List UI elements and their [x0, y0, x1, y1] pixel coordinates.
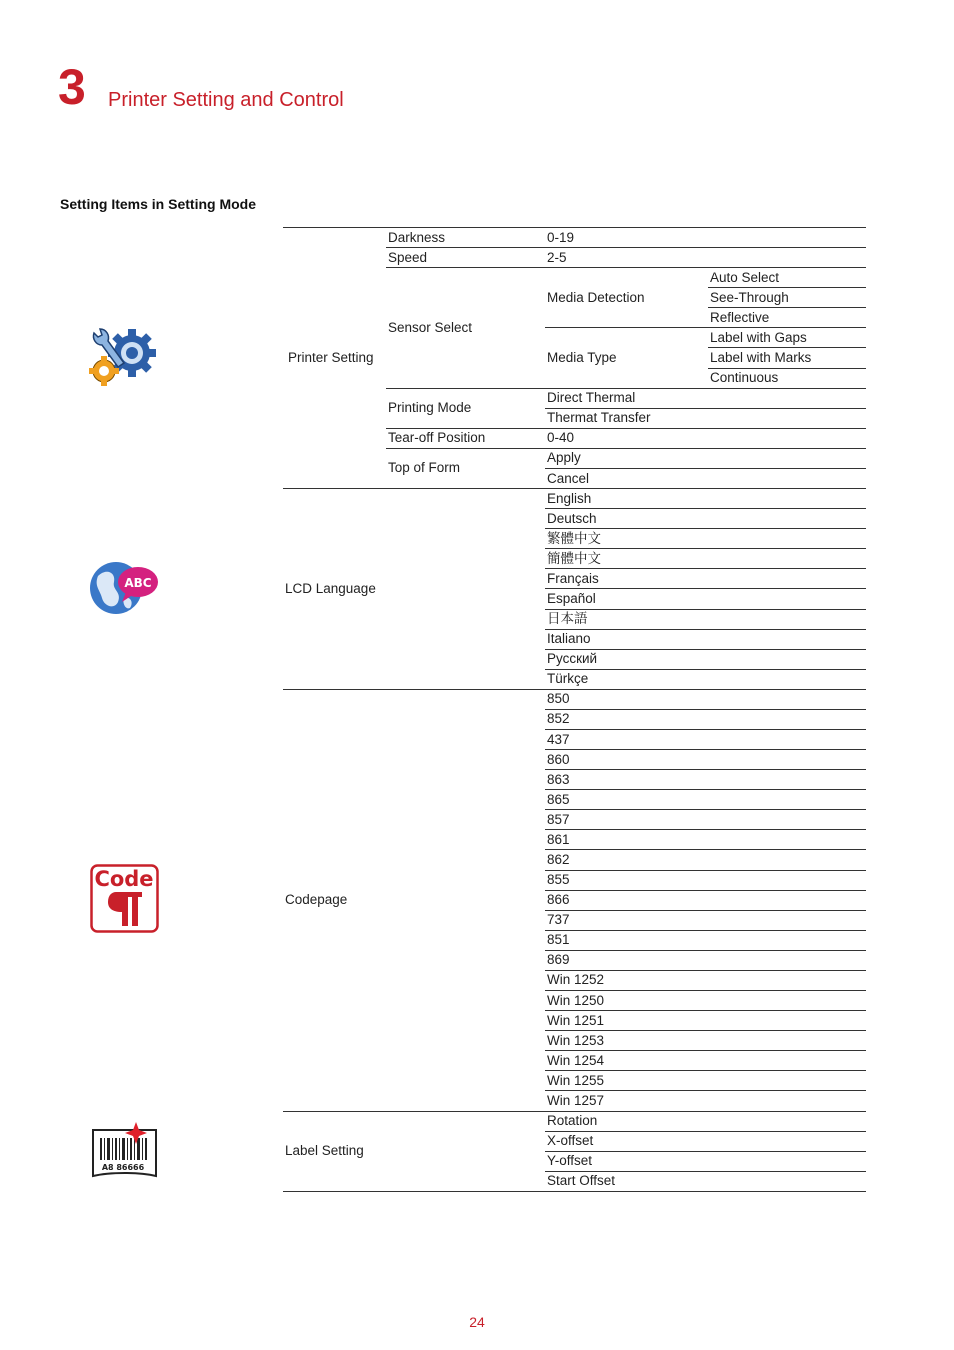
setting-value: Apply [547, 450, 581, 465]
setting-value: 869 [547, 952, 570, 967]
setting-value: See-Through [710, 290, 789, 305]
setting-value: Reflective [710, 310, 770, 325]
setting-value: 865 [547, 792, 570, 807]
table-rule [545, 609, 866, 610]
table-rule [545, 829, 866, 830]
setting-value: 2-5 [547, 250, 567, 265]
setting-value: Thermat Transfer [547, 410, 651, 425]
setting-subitem-label: Media Detection [547, 290, 645, 305]
table-rule [545, 749, 866, 750]
setting-value: Direct Thermal [547, 390, 636, 405]
setting-value: Win 1250 [547, 993, 605, 1008]
setting-value: Auto Select [710, 270, 780, 285]
table-rule [545, 669, 866, 670]
table-rule [545, 870, 866, 871]
table-rule [545, 910, 866, 911]
table-rule [545, 1151, 866, 1152]
table-rule [545, 849, 866, 850]
table-rule [545, 468, 866, 469]
setting-value: Win 1254 [547, 1053, 605, 1068]
setting-value: 860 [547, 752, 570, 767]
setting-value: Y-offset [547, 1153, 593, 1168]
setting-value: Continuous [710, 370, 779, 385]
setting-value: X-offset [547, 1133, 594, 1148]
setting-value: Español [547, 591, 596, 606]
setting-value: Français [547, 571, 599, 586]
svg-text:Code: Code [94, 867, 154, 891]
setting-value: Русский [547, 651, 598, 666]
setting-value: 0-40 [547, 430, 575, 445]
table-rule [545, 709, 866, 710]
setting-value: Win 1251 [547, 1013, 605, 1028]
code-pilcrow-icon [90, 864, 160, 934]
table-rule [283, 227, 866, 228]
table-rule [545, 930, 866, 931]
setting-value: 852 [547, 711, 570, 726]
setting-value: 437 [547, 732, 570, 747]
setting-value: Italiano [547, 631, 591, 646]
chapter-title: Printer Setting and Control [108, 89, 344, 111]
setting-item-label: Printing Mode [388, 400, 472, 415]
svg-text:A8 86666: A8 86666 [101, 1163, 145, 1172]
barcode-label-icon [90, 1120, 160, 1180]
table-rule [545, 769, 866, 770]
gears-icon [88, 325, 160, 389]
setting-item-label: Darkness [388, 230, 446, 245]
table-rule [545, 327, 866, 328]
table-rule [386, 267, 866, 268]
setting-value: 862 [547, 852, 570, 867]
setting-value: Win 1255 [547, 1073, 605, 1088]
setting-value: 737 [547, 912, 570, 927]
setting-subitem-label: Media Type [547, 350, 617, 365]
setting-item-label: Tear-off Position [388, 430, 486, 445]
setting-value: 866 [547, 892, 570, 907]
setting-value: 繁體中文 [547, 531, 601, 546]
section-title: Setting Items in Setting Mode [60, 196, 257, 212]
setting-item-label: Sensor Select [388, 320, 473, 335]
table-rule [545, 890, 866, 891]
setting-value: 0-19 [547, 230, 575, 245]
table-rule [545, 629, 866, 630]
setting-value: Rotation [547, 1113, 598, 1128]
table-rule [545, 809, 866, 810]
setting-value: 863 [547, 772, 570, 787]
setting-group-label: LCD Language [285, 581, 376, 596]
setting-value: 日本語 [547, 611, 588, 626]
table-rule [283, 1191, 866, 1192]
setting-value: Türkçe [547, 671, 589, 686]
setting-value: 861 [547, 832, 570, 847]
setting-value: Label with Marks [710, 350, 812, 365]
setting-value: Win 1253 [547, 1033, 605, 1048]
setting-value: Label with Gaps [710, 330, 807, 345]
setting-item-label: Speed [388, 250, 428, 265]
page-number: 24 [469, 1314, 485, 1330]
setting-value: 857 [547, 812, 570, 827]
setting-value: English [547, 491, 592, 506]
setting-value: 簡體中文 [547, 551, 601, 566]
setting-value: 850 [547, 691, 570, 706]
setting-item-label: Top of Form [388, 460, 461, 475]
setting-value: Deutsch [547, 511, 597, 526]
table-rule [386, 448, 866, 449]
setting-value: 855 [547, 872, 570, 887]
chapter-number: 3 [58, 59, 86, 115]
table-rule [545, 950, 866, 951]
setting-value: Start Offset [547, 1173, 616, 1188]
table-rule [545, 789, 866, 790]
table-rule [545, 729, 866, 730]
setting-group-label: Label Setting [285, 1143, 364, 1158]
setting-value: Cancel [547, 471, 590, 486]
setting-value: Win 1252 [547, 972, 605, 987]
table-rule [386, 247, 866, 248]
setting-value: 851 [547, 932, 570, 947]
svg-text:ABC: ABC [124, 576, 152, 590]
globe-abc-icon [88, 558, 160, 618]
setting-group-label: Codepage [285, 892, 348, 907]
setting-value: Win 1257 [547, 1093, 605, 1108]
setting-group-label: Printer Setting [288, 350, 374, 365]
table-rule [283, 689, 866, 690]
